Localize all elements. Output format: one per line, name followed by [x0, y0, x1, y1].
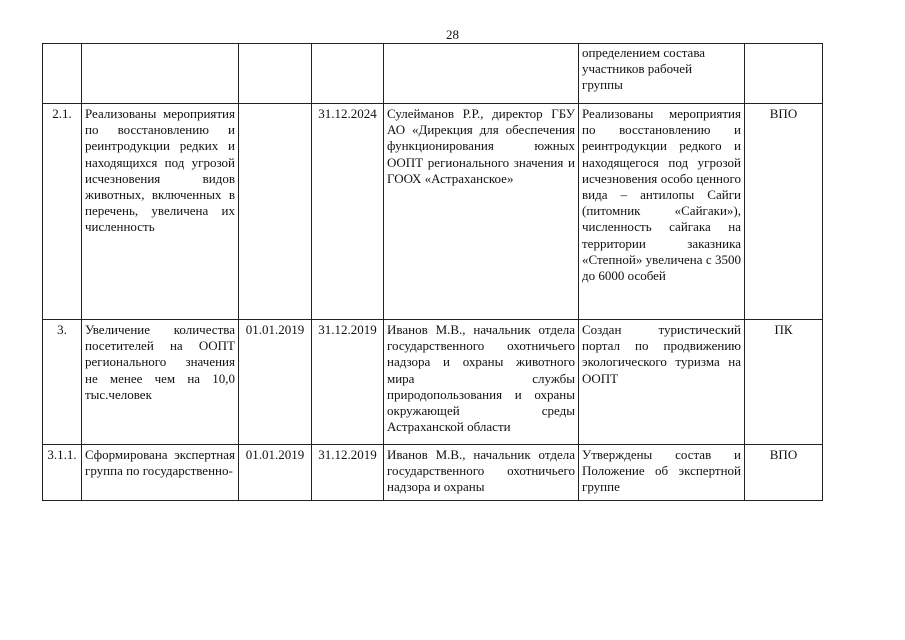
activity-cell: Реализованы мероприятия по восстановлению и реинтродукции редких и находящихся под угрозой исчезновения видов животных, включенных в перечень, увеличена их численность	[82, 104, 239, 320]
responsible-cell: Сулейманов Р.Р., директор ГБУ АО «Дирекция для обеспечения функционирования южных ООПТ регионального значения и ГООХ «Астраханское»	[384, 104, 579, 320]
activity-cell: Увеличение количества посетителей на ООПТ регионального значения не менее чем на 10,0 тыс.человек	[82, 320, 239, 445]
code-cell	[745, 44, 823, 104]
start-date-cell: 01.01.2019	[239, 320, 312, 445]
responsible-cell	[384, 44, 579, 104]
activity-cell	[82, 44, 239, 104]
table-row	[43, 445, 823, 501]
row-number: 3.1.1.	[43, 445, 82, 501]
responsible-cell: Иванов М.В., начальник отдела государственного охотничьего надзора и охраны животного мира службы природопользования и охраны окружающей среды Астраханской области	[384, 320, 579, 445]
result-cell: определением состава участников рабочей группы	[579, 44, 745, 104]
row-number	[43, 44, 82, 104]
end-date-cell: 31.12.2019	[312, 445, 384, 501]
end-date-cell: 31.12.2019	[312, 320, 384, 445]
result-cell: Создан туристический портал по продвижению экологического туризма на ООПТ	[579, 320, 745, 445]
responsible-cell: Иванов М.В., начальник отдела государственного охотничьего надзора и охраны	[384, 445, 579, 501]
start-date-cell: 01.01.2019	[239, 445, 312, 501]
row-number: 2.1.	[43, 104, 82, 320]
result-cell: Реализованы мероприятия по восстановлению и реинтродукции редкого и находящегося под угрозой исчезновения особо ценного вида – антилопы Сайги (питомник «Сайгаки»), численность сайгака на территории заказника «Степной» увеличена с 3500 до 6000 особей	[579, 104, 745, 320]
end-date-cell: 31.12.2024	[312, 104, 384, 320]
code-cell: ПК	[745, 320, 823, 445]
page-number: 28	[446, 27, 459, 42]
row-number: 3.	[43, 320, 82, 445]
end-date-cell	[312, 44, 384, 104]
table-row	[43, 44, 823, 104]
code-cell: ВПО	[745, 104, 823, 320]
table-row	[43, 104, 823, 320]
table-row	[43, 320, 823, 445]
result-cell: Утверждены состав и Положение об экспертной группе	[579, 445, 745, 501]
activity-cell: Сформирована экспертная группа по государственно-	[82, 445, 239, 501]
start-date-cell	[239, 104, 312, 320]
code-cell: ВПО	[745, 445, 823, 501]
start-date-cell	[239, 44, 312, 104]
plan-table	[42, 43, 823, 501]
